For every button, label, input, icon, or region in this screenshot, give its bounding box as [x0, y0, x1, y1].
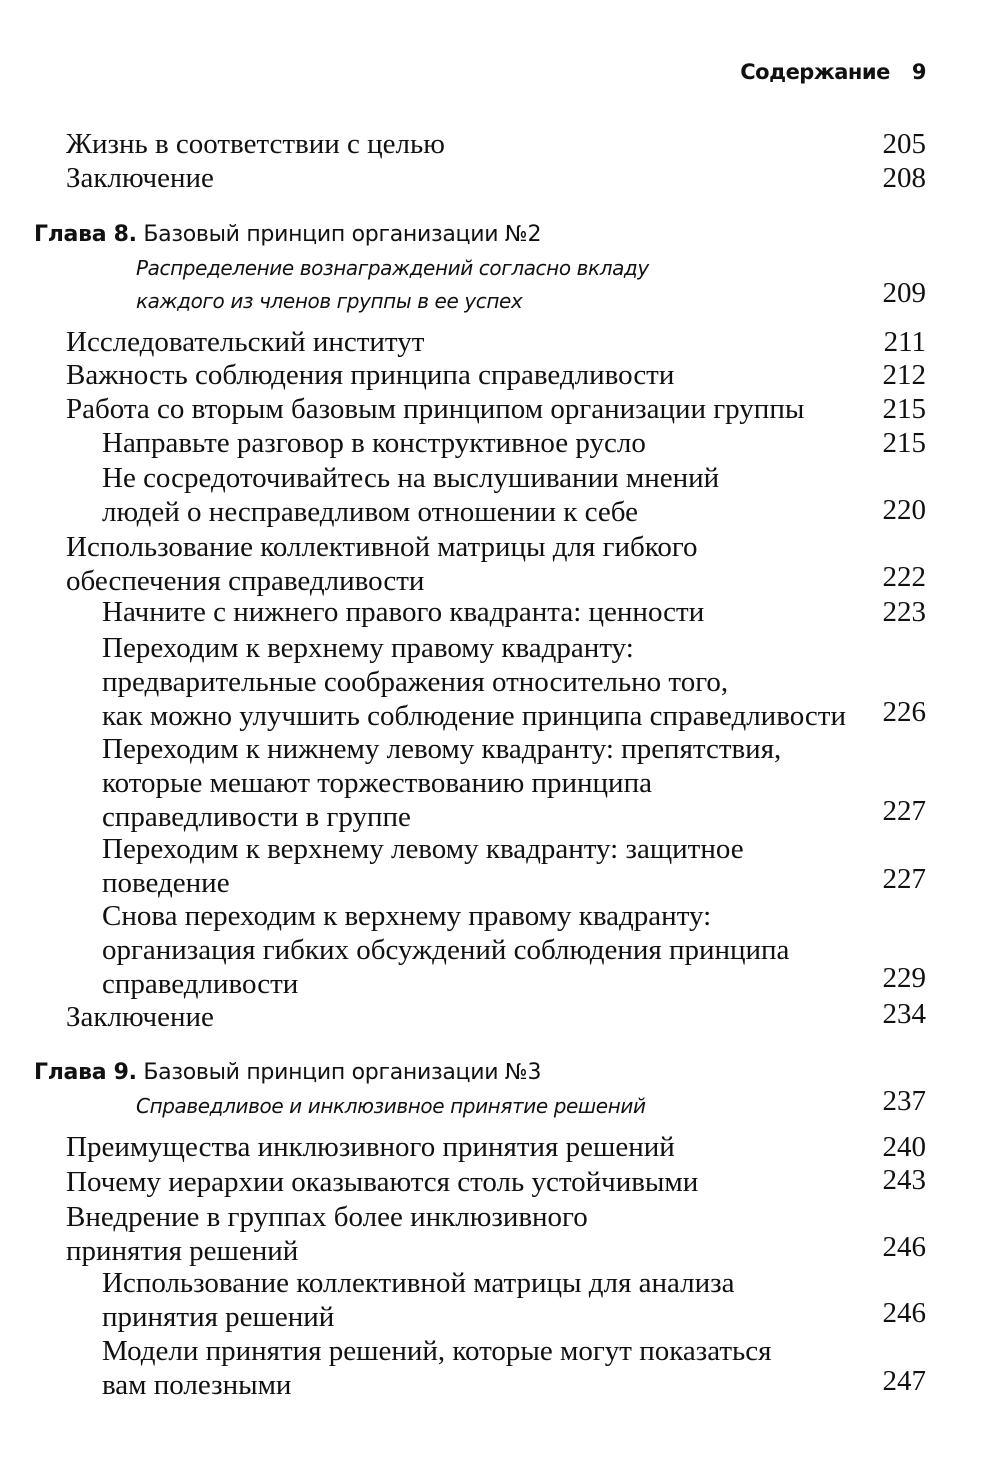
- toc-page-number: 215: [882, 393, 926, 425]
- chapter-title: [34, 1056, 541, 1090]
- toc-entry-title: Важность соблюдения принципа справедливости: [66, 359, 675, 391]
- section-title: Содержание: [740, 60, 890, 84]
- chapter-subtitle: каждого из членов группы в ее успех: [136, 289, 523, 313]
- toc-page-number: 229: [882, 962, 926, 994]
- toc-page-number: 222: [882, 561, 926, 593]
- toc-page-number: 227: [882, 863, 926, 895]
- toc-entry-title: Почему иерархии оказываются столь устойчивыми: [66, 1166, 699, 1198]
- toc-entry-title: Жизнь в соответствии с целью: [66, 128, 445, 160]
- toc-page-number: 246: [882, 1297, 926, 1329]
- chapter-subtitle: Распределение вознаграждений согласно вкладу: [136, 256, 649, 280]
- toc-page-number: 212: [882, 359, 926, 391]
- toc-entry-title: Использование коллективной матрицы для гибкого обеспечения справедливости: [66, 531, 698, 597]
- toc-page-number: 223: [882, 596, 926, 628]
- toc-page-number: 211: [883, 326, 926, 358]
- toc-page-number: 220: [882, 494, 926, 526]
- toc-page-number: 205: [882, 128, 926, 160]
- toc-entry-title: Заключение: [66, 1001, 214, 1033]
- chapter-name: Базовый принцип организации №3: [143, 1060, 542, 1085]
- toc-entry-title: Не сосредоточивайтесь на выслушивании мнений людей о несправедливом отношении к себе: [102, 462, 720, 528]
- toc-entry-title: Модели принятия решений, которые могут показаться вам полезными: [102, 1335, 772, 1401]
- toc-page-number: 227: [882, 795, 926, 827]
- chapter-name: Базовый принцип организации №2: [143, 222, 542, 247]
- toc-entry-title: Переходим к нижнему левому квадранту: препятствия, которые мешают торжествованию принципа справедливости в группе: [102, 733, 782, 833]
- toc-page-number: 240: [882, 1131, 926, 1163]
- toc-entry-title: Исследовательский институт: [66, 326, 425, 358]
- toc-page-number: 243: [882, 1164, 926, 1196]
- running-head: [740, 60, 926, 84]
- toc-page-number: 208: [882, 162, 926, 194]
- chapter-subtitle: Справедливое и инклюзивное принятие решений: [136, 1094, 646, 1118]
- toc-entry-title: Работа со вторым базовым принципом организации группы: [66, 393, 805, 425]
- toc-entry-title: Переходим к верхнему левому квадранту: защитное поведение: [102, 833, 744, 899]
- chapter-label: Глава 9.: [34, 1060, 137, 1085]
- toc-page-number: 246: [882, 1231, 926, 1263]
- toc-page-number: 226: [882, 696, 926, 728]
- toc-page-number: 247: [882, 1365, 926, 1397]
- toc-entry-title: Переходим к верхнему правому квадранту: предварительные соображения относительно того, как можно улучшить соблюдение принципа справедливости: [102, 632, 846, 732]
- toc-entry-title: Преимущества инклюзивного принятия решений: [66, 1131, 675, 1163]
- toc-page-number: 215: [882, 427, 926, 459]
- toc-page-number: 234: [882, 998, 926, 1030]
- toc-entry-title: Направьте разговор в конструктивное русло: [102, 427, 646, 459]
- chapter-title: [34, 218, 541, 252]
- toc-entry-title: Использование коллективной матрицы для анализа принятия решений: [102, 1267, 735, 1333]
- toc-page-number: 237: [882, 1085, 926, 1117]
- toc-entry-title: Внедрение в группах более инклюзивного принятия решений: [66, 1201, 588, 1267]
- page-number: 9: [911, 60, 926, 84]
- toc-entry-title: Снова переходим к верхнему правому квадранту: организация гибких обсуждений соблюдения принципа справедливости: [102, 900, 790, 1000]
- chapter-label: Глава 8.: [34, 222, 137, 247]
- toc-entry-title: Заключение: [66, 162, 214, 194]
- toc-page-number: 209: [882, 277, 926, 309]
- toc-entry-title: Начните с нижнего правого квадранта: ценности: [102, 596, 705, 628]
